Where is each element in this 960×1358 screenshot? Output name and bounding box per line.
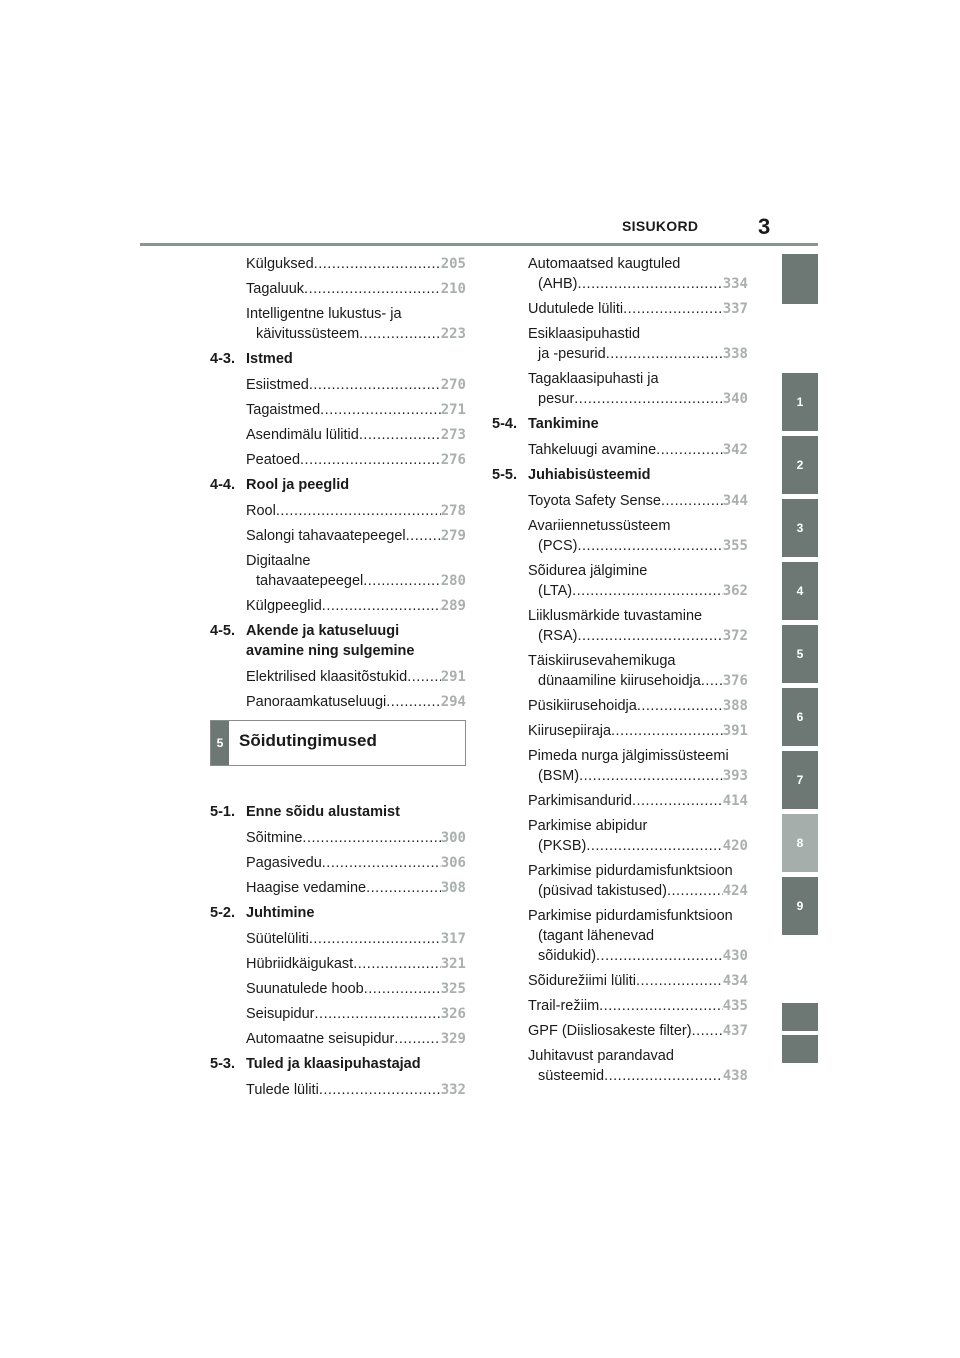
toc-entry[interactable] bbox=[528, 606, 748, 646]
toc-entry-title: Intelligentne lukustus- ja bbox=[246, 306, 402, 322]
toc-entry[interactable] bbox=[528, 516, 748, 556]
toc-entry-title: tahavaatepeegel bbox=[256, 573, 364, 589]
toc-entry-line bbox=[246, 878, 466, 898]
dot-leader bbox=[364, 979, 441, 999]
toc-page-number[interactable]: 340 bbox=[722, 391, 748, 407]
toc-entry-line bbox=[528, 971, 748, 991]
section-number: 5-4. bbox=[492, 416, 517, 432]
dot-leader bbox=[366, 878, 441, 898]
toc-entry[interactable] bbox=[246, 450, 466, 470]
toc-entry-title: Esiklaasipuhastid bbox=[528, 326, 641, 342]
dot-leader bbox=[320, 400, 441, 420]
toc-entry-title: (tagant lähenevad bbox=[538, 928, 655, 944]
toc-entry-line bbox=[528, 389, 748, 409]
toc-entry[interactable] bbox=[528, 861, 748, 901]
header-title: SISUKORD bbox=[622, 218, 699, 234]
toc-page-number[interactable]: 362 bbox=[722, 583, 748, 599]
dot-leader bbox=[579, 766, 723, 786]
toc-entry-title: Parkimise abipidur bbox=[528, 818, 648, 834]
toc-entry-title: Trail-režiim bbox=[528, 998, 600, 1014]
toc-entry[interactable] bbox=[528, 816, 748, 856]
toc-page-number[interactable]: 306 bbox=[440, 855, 466, 871]
toc-page-number[interactable]: 438 bbox=[722, 1068, 748, 1084]
toc-entry-title: (RSA) bbox=[538, 628, 578, 644]
chapter-tab-blank[interactable] bbox=[782, 1035, 818, 1063]
toc-entry-line bbox=[528, 996, 748, 1016]
toc-entry-line bbox=[246, 450, 466, 470]
dot-leader bbox=[599, 996, 723, 1016]
toc-entry-line bbox=[528, 536, 748, 556]
toc-entry[interactable] bbox=[528, 1046, 748, 1086]
toc-entry-title: Digitaalne bbox=[246, 553, 311, 569]
toc-entry-title: Pagasivedu bbox=[246, 855, 322, 871]
toc-entry-title: (AHB) bbox=[538, 276, 578, 292]
toc-entry-line bbox=[528, 491, 748, 511]
toc-entry-title: Toyota Safety Sense bbox=[528, 493, 661, 509]
section-heading bbox=[210, 1054, 466, 1074]
section-title: Istmed bbox=[246, 351, 293, 367]
chapter-number: 5 bbox=[211, 721, 229, 765]
toc-entry-title: Panoraamkatuseluugi bbox=[246, 694, 387, 710]
page-number: 3 bbox=[758, 214, 771, 239]
toc-page-number[interactable]: 372 bbox=[722, 628, 748, 644]
toc-entry-title: Tahkeluugi avamine bbox=[528, 442, 657, 458]
section-heading bbox=[492, 465, 748, 485]
toc-entry[interactable] bbox=[246, 853, 466, 873]
toc-entry-title: Külguksed bbox=[246, 256, 314, 272]
toc-entry-line bbox=[528, 274, 748, 294]
section-heading bbox=[210, 903, 466, 923]
dot-leader bbox=[314, 254, 441, 274]
chapter-tab-2[interactable]: 2 bbox=[782, 436, 818, 494]
toc-entry-title: Parkimise pidurdamisfunktsioon bbox=[528, 863, 733, 879]
section-heading bbox=[210, 621, 466, 661]
toc-entry-line bbox=[246, 667, 466, 687]
toc-page-number[interactable]: 278 bbox=[440, 503, 466, 519]
toc-page-number[interactable]: 321 bbox=[440, 956, 466, 972]
dot-leader bbox=[656, 440, 723, 460]
dot-leader bbox=[304, 279, 441, 299]
dot-leader bbox=[701, 671, 723, 691]
toc-entry[interactable] bbox=[528, 651, 748, 691]
toc-entry-line bbox=[528, 1021, 748, 1041]
toc-entry[interactable] bbox=[246, 1004, 466, 1024]
toc-entry-line bbox=[528, 1066, 748, 1086]
toc-entry-line bbox=[246, 279, 466, 299]
toc-page-number[interactable]: 276 bbox=[440, 452, 466, 468]
toc-page-number[interactable]: 300 bbox=[440, 830, 466, 846]
toc-entry[interactable] bbox=[246, 1080, 466, 1100]
section-heading bbox=[210, 349, 466, 369]
toc-entry-title: Pimeda nurga jälgimissüsteemi bbox=[528, 748, 729, 764]
toc-page-number[interactable]: 434 bbox=[722, 973, 748, 989]
toc-entry-line bbox=[528, 440, 748, 460]
toc-entry-title: Tagaluuk bbox=[246, 281, 305, 297]
toc-entry-line bbox=[246, 929, 466, 949]
dot-leader bbox=[359, 425, 441, 445]
toc-entry-line bbox=[246, 1004, 466, 1024]
dot-leader bbox=[577, 536, 722, 556]
dot-leader bbox=[386, 692, 440, 712]
section-number: 4-3. bbox=[210, 351, 235, 367]
toc-page-number[interactable]: 291 bbox=[440, 669, 466, 685]
toc-page-number[interactable]: 393 bbox=[722, 768, 748, 784]
toc-entry[interactable] bbox=[528, 299, 748, 319]
toc-entry-line bbox=[528, 671, 748, 691]
dot-leader bbox=[359, 324, 441, 344]
toc-entry[interactable] bbox=[246, 501, 466, 521]
section-number: 4-5. bbox=[210, 623, 235, 639]
dot-leader bbox=[636, 971, 723, 991]
toc-entry-title: Avariiennetussüsteem bbox=[528, 518, 671, 534]
toc-entry-title: GPF (Diisliosakeste filter) bbox=[528, 1023, 692, 1039]
toc-entry-title: (püsivad takistused) bbox=[538, 883, 667, 899]
chapter-tab-blank[interactable] bbox=[782, 1003, 818, 1031]
toc-entry[interactable] bbox=[246, 954, 466, 974]
dot-leader bbox=[586, 836, 722, 856]
section-title: Rool ja peeglid bbox=[246, 477, 350, 493]
toc-entry-line bbox=[246, 375, 466, 395]
section-title: Enne sõidu alustamist bbox=[246, 804, 400, 820]
dot-leader bbox=[322, 596, 441, 616]
toc-entry-title: dünaamiline kiirusehoidja bbox=[538, 673, 701, 689]
section-number: 5-1. bbox=[210, 804, 235, 820]
toc-page-number[interactable]: 388 bbox=[722, 698, 748, 714]
section-heading bbox=[210, 802, 466, 822]
toc-page-number[interactable]: 435 bbox=[722, 998, 748, 1014]
toc-page-number[interactable]: 414 bbox=[722, 793, 748, 809]
toc-entry-title: Juhitavust parandavad bbox=[528, 1048, 674, 1064]
section-number: 5-2. bbox=[210, 905, 235, 921]
toc-page-number[interactable]: 210 bbox=[440, 281, 466, 297]
toc-entry-line bbox=[528, 836, 748, 856]
toc-entry-title: Sõidurea jälgimine bbox=[528, 563, 648, 579]
toc-entry[interactable] bbox=[528, 971, 748, 991]
toc-entry-title: Automaatsed kaugtuled bbox=[528, 256, 681, 272]
chapter-tab-3[interactable]: 3 bbox=[782, 499, 818, 557]
toc-entry[interactable] bbox=[528, 369, 748, 409]
chapter-tab-6[interactable]: 6 bbox=[782, 688, 818, 746]
toc-entry-title: Tulede lüliti bbox=[246, 1082, 319, 1098]
toc-entry[interactable] bbox=[528, 906, 748, 966]
section-title: Akende ja katuseluugi bbox=[246, 623, 400, 639]
toc-page-number[interactable]: 329 bbox=[440, 1031, 466, 1047]
dot-leader bbox=[572, 581, 723, 601]
toc-entry-line bbox=[246, 526, 466, 546]
toc-entry[interactable] bbox=[246, 254, 466, 274]
toc-entry-title: Süütelüliti bbox=[246, 931, 309, 947]
toc-entry[interactable] bbox=[246, 304, 466, 344]
toc-column-left bbox=[210, 254, 466, 1105]
toc-entry-title: Tagaklaasipuhasti ja bbox=[528, 371, 659, 387]
toc-entry-title: Rool bbox=[246, 503, 276, 519]
dot-leader bbox=[632, 791, 723, 811]
section-heading bbox=[492, 414, 748, 434]
toc-entry-title: Püsikiirusehoidja bbox=[528, 698, 637, 714]
toc-page-number[interactable]: 223 bbox=[440, 326, 466, 342]
chapter-tab-1[interactable]: 1 bbox=[782, 373, 818, 431]
toc-entry-title: Asendimälu lülitid bbox=[246, 427, 359, 443]
toc-entry-title: (PKSB) bbox=[538, 838, 587, 854]
toc-entry[interactable] bbox=[246, 400, 466, 420]
toc-page-number[interactable]: 424 bbox=[722, 883, 748, 899]
dot-leader bbox=[604, 1066, 723, 1086]
toc-entry-title: Hübriidkäigukast bbox=[246, 956, 354, 972]
toc-entry[interactable] bbox=[246, 279, 466, 299]
toc-page-number[interactable]: 326 bbox=[440, 1006, 466, 1022]
toc-entry-line bbox=[246, 1080, 466, 1100]
toc-entry-title: Suunatulede hoob bbox=[246, 981, 364, 997]
toc-page-number[interactable]: 325 bbox=[440, 981, 466, 997]
toc-entry[interactable] bbox=[528, 254, 748, 294]
toc-entry[interactable] bbox=[528, 721, 748, 741]
toc-page-number[interactable]: 420 bbox=[722, 838, 748, 854]
dot-leader bbox=[667, 881, 723, 901]
toc-entry-line bbox=[246, 596, 466, 616]
toc-entry-title: Automaatne seisupidur bbox=[246, 1031, 395, 1047]
toc-entry-line bbox=[246, 954, 466, 974]
toc-page-number[interactable]: 279 bbox=[440, 528, 466, 544]
dot-leader bbox=[611, 721, 723, 741]
dot-leader bbox=[574, 389, 722, 409]
toc-entry[interactable] bbox=[246, 929, 466, 949]
toc-entry-line bbox=[246, 692, 466, 712]
toc-page-number[interactable]: 270 bbox=[440, 377, 466, 393]
dot-leader bbox=[406, 526, 441, 546]
toc-entry-title: Salongi tahavaatepeegel bbox=[246, 528, 406, 544]
toc-entry[interactable] bbox=[528, 491, 748, 511]
toc-entry[interactable] bbox=[246, 596, 466, 616]
dot-leader bbox=[353, 954, 441, 974]
toc-entry-line bbox=[246, 501, 466, 521]
toc-entry-title: süsteemid bbox=[538, 1068, 605, 1084]
toc-entry[interactable] bbox=[246, 1029, 466, 1049]
dot-leader bbox=[302, 828, 440, 848]
toc-page-number[interactable]: 205 bbox=[440, 256, 466, 272]
toc-entry[interactable] bbox=[528, 746, 748, 786]
section-number: 4-4. bbox=[210, 477, 235, 493]
toc-entry-line bbox=[528, 721, 748, 741]
toc-entry-line bbox=[246, 979, 466, 999]
toc-entry-line bbox=[528, 626, 748, 646]
dot-leader bbox=[623, 299, 723, 319]
dot-leader bbox=[394, 1029, 440, 1049]
toc-entry-line bbox=[246, 425, 466, 445]
toc-entry-line bbox=[246, 324, 466, 344]
toc-entry[interactable] bbox=[246, 828, 466, 848]
chapter-tab-4[interactable]: 4 bbox=[782, 562, 818, 620]
toc-entry-title: Täiskiirusevahemikuga bbox=[528, 653, 676, 669]
toc-entry[interactable] bbox=[246, 692, 466, 712]
toc-entry-title: Tagaistmed bbox=[246, 402, 321, 418]
dot-leader bbox=[315, 1004, 441, 1024]
dot-leader bbox=[661, 491, 723, 511]
toc-page-number[interactable]: 437 bbox=[722, 1023, 748, 1039]
dot-leader bbox=[322, 853, 441, 873]
toc-entry-title: (BSM) bbox=[538, 768, 580, 784]
dot-leader bbox=[692, 1021, 723, 1041]
toc-entry[interactable] bbox=[528, 561, 748, 601]
toc-entry-title: Seisupidur bbox=[246, 1006, 315, 1022]
toc-entry-line bbox=[246, 1029, 466, 1049]
toc-entry-line bbox=[528, 696, 748, 716]
toc-entry-line bbox=[246, 400, 466, 420]
toc-entry-title: sõidukid) bbox=[538, 948, 597, 964]
toc-entry-title: Sõitmine bbox=[246, 830, 303, 846]
dot-leader bbox=[606, 344, 723, 364]
toc-page-number[interactable]: 308 bbox=[440, 880, 466, 896]
dot-leader bbox=[319, 1080, 441, 1100]
dot-leader bbox=[577, 274, 722, 294]
toc-entry[interactable] bbox=[246, 667, 466, 687]
toc-entry-line bbox=[528, 299, 748, 319]
toc-entry-title: Udutulede lüliti bbox=[528, 301, 624, 317]
toc-entry-title: Haagise vedamine bbox=[246, 880, 367, 896]
toc-entry-line bbox=[246, 853, 466, 873]
toc-page-number[interactable]: 338 bbox=[722, 346, 748, 362]
dot-leader bbox=[300, 450, 441, 470]
toc-entry-title: Parkimise pidurdamisfunktsioon bbox=[528, 908, 733, 924]
toc-page-number[interactable]: 317 bbox=[440, 931, 466, 947]
header-divider bbox=[140, 243, 818, 246]
section-title: Tuled ja klaasipuhastajad bbox=[246, 1056, 421, 1072]
toc-entry-line bbox=[528, 766, 748, 786]
toc-page-number[interactable]: 376 bbox=[722, 673, 748, 689]
toc-page-number[interactable]: 391 bbox=[722, 723, 748, 739]
toc-entry[interactable] bbox=[528, 791, 748, 811]
toc-entry-title: käivitussüsteem bbox=[256, 326, 360, 342]
toc-entry-title: Kiirusepiiraja bbox=[528, 723, 612, 739]
toc-entry[interactable] bbox=[528, 440, 748, 460]
toc-page-number[interactable]: 294 bbox=[440, 694, 466, 710]
toc-entry-line bbox=[528, 791, 748, 811]
toc-entry-title: Liiklusmärkide tuvastamine bbox=[528, 608, 703, 624]
toc-page-number[interactable]: 355 bbox=[722, 538, 748, 554]
section-title: Juhiabisüsteemid bbox=[528, 467, 651, 483]
chapter-tab-blank[interactable] bbox=[782, 254, 818, 304]
section-title: Juhtimine bbox=[246, 905, 315, 921]
chapter-tab-5[interactable]: 5 bbox=[782, 625, 818, 683]
toc-entry[interactable] bbox=[246, 878, 466, 898]
toc-entry[interactable] bbox=[528, 1021, 748, 1041]
dot-leader bbox=[363, 571, 440, 591]
toc-entry[interactable] bbox=[246, 526, 466, 546]
toc-entry-title: (LTA) bbox=[538, 583, 573, 599]
toc-page-number[interactable]: 344 bbox=[722, 493, 748, 509]
chapter-tab-9[interactable]: 9 bbox=[782, 877, 818, 935]
dot-leader bbox=[577, 626, 722, 646]
toc-entry-line bbox=[528, 581, 748, 601]
dot-leader bbox=[596, 946, 723, 966]
toc-entry[interactable] bbox=[246, 425, 466, 445]
toc-entry-title: Külgpeeglid bbox=[246, 598, 322, 614]
dot-leader bbox=[276, 501, 441, 521]
toc-entry-line bbox=[528, 344, 748, 364]
toc-entry-line bbox=[246, 254, 466, 274]
toc-entry-title: Parkimisandurid bbox=[528, 793, 632, 809]
toc-entry[interactable] bbox=[246, 375, 466, 395]
toc-entry-title: Peatoed bbox=[246, 452, 301, 468]
toc-entry-title: (PCS) bbox=[538, 538, 578, 554]
dot-leader bbox=[637, 696, 723, 716]
chapter-heading-box bbox=[210, 720, 466, 766]
toc-entry-title: Elektrilised klaasitõstukid bbox=[246, 669, 408, 685]
chapter-tab-7[interactable]: 7 bbox=[782, 751, 818, 809]
toc-entry[interactable] bbox=[528, 996, 748, 1016]
toc-page-number[interactable]: 289 bbox=[440, 598, 466, 614]
toc-entry-line bbox=[246, 571, 466, 591]
section-number: 5-3. bbox=[210, 1056, 235, 1072]
section-number: 5-5. bbox=[492, 467, 517, 483]
dot-leader bbox=[309, 375, 441, 395]
toc-entry-title: Sõidurežiimi lüliti bbox=[528, 973, 636, 989]
toc-entry[interactable] bbox=[246, 551, 466, 591]
dot-leader bbox=[407, 667, 441, 687]
toc-entry-line bbox=[528, 946, 748, 966]
section-title: Tankimine bbox=[528, 416, 599, 432]
section-heading bbox=[210, 475, 466, 495]
toc-entry[interactable] bbox=[528, 324, 748, 364]
toc-page-number[interactable]: 332 bbox=[440, 1082, 466, 1098]
toc-page-number[interactable]: 334 bbox=[722, 276, 748, 292]
toc-entry[interactable] bbox=[246, 979, 466, 999]
toc-entry-title: pesur bbox=[538, 391, 575, 407]
toc-page-number[interactable]: 342 bbox=[722, 442, 748, 458]
section-title-line2: avamine ning sulgemine bbox=[246, 643, 415, 659]
chapter-tab-8[interactable]: 8 bbox=[782, 814, 818, 872]
toc-entry-title: Esiistmed bbox=[246, 377, 309, 393]
toc-page-number[interactable]: 280 bbox=[440, 573, 466, 589]
toc-page-number[interactable]: 430 bbox=[722, 948, 748, 964]
toc-column-right bbox=[492, 254, 748, 1091]
chapter-title: Sõidutingimused bbox=[239, 731, 377, 750]
toc-page-number[interactable]: 337 bbox=[722, 301, 748, 317]
toc-page-number[interactable]: 273 bbox=[440, 427, 466, 443]
toc-page-number[interactable]: 271 bbox=[440, 402, 466, 418]
toc-entry-title: ja -pesurid bbox=[538, 346, 606, 362]
toc-entry[interactable] bbox=[528, 696, 748, 716]
dot-leader bbox=[309, 929, 441, 949]
toc-entry-line bbox=[246, 828, 466, 848]
toc-entry-line bbox=[528, 881, 748, 901]
